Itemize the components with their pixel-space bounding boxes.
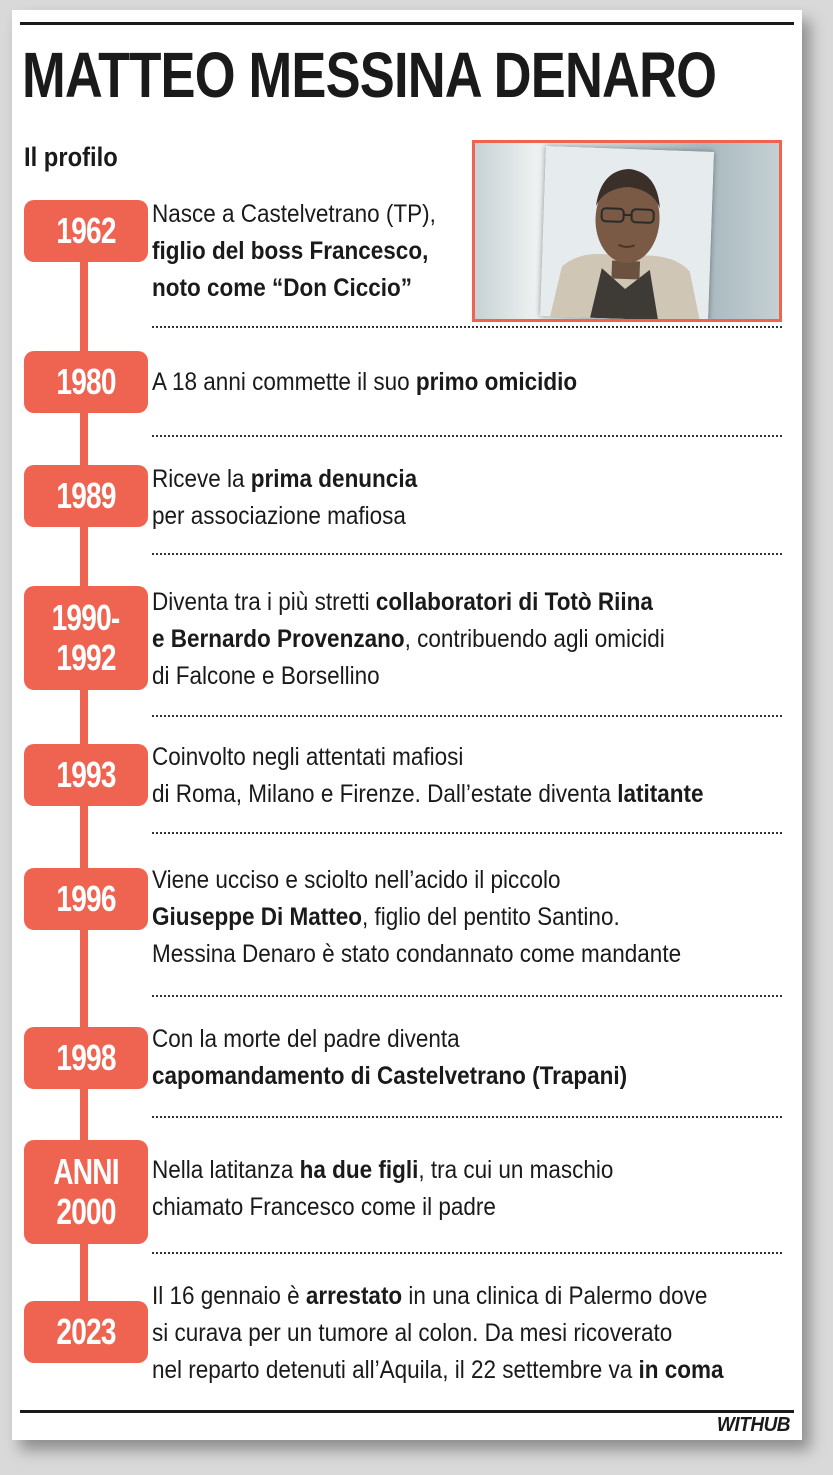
page-subtitle: Il profilo bbox=[24, 142, 118, 172]
entry-line bbox=[152, 584, 746, 621]
entry-line bbox=[152, 364, 746, 401]
year-label: 2000 bbox=[56, 1191, 116, 1232]
entry-fragment: di Falcone e Borsellino bbox=[152, 662, 380, 690]
entry-line bbox=[152, 233, 746, 270]
entry-fragment: Nasce a Castelvetrano (TP), bbox=[152, 200, 436, 228]
entry-fragment: A 18 anni commette il suo bbox=[152, 368, 416, 396]
timeline-entry-text bbox=[152, 1278, 746, 1389]
year-label: 1993 bbox=[56, 754, 116, 795]
entry-line bbox=[152, 776, 746, 813]
year-label: ANNI bbox=[53, 1151, 119, 1192]
year-badge bbox=[24, 465, 148, 527]
entry-line bbox=[152, 196, 746, 233]
entry-line bbox=[152, 1278, 746, 1315]
timeline-entry-text bbox=[152, 584, 746, 695]
bottom-rule bbox=[20, 1410, 794, 1413]
year-badge bbox=[24, 586, 148, 690]
timeline-entry-text bbox=[152, 461, 746, 535]
entry-line bbox=[152, 862, 746, 899]
entry-line bbox=[152, 270, 746, 307]
dotted-divider bbox=[152, 715, 782, 717]
year-label: 1998 bbox=[56, 1037, 116, 1078]
year-label: 1980 bbox=[56, 361, 116, 402]
withub-logo: WITHUB bbox=[716, 1414, 791, 1436]
entry-fragment: si curava per un tumore al colon. Da mesi ricoverato bbox=[152, 1319, 673, 1347]
entry-fragment: Con la morte del padre diventa bbox=[152, 1025, 460, 1053]
entry-line bbox=[152, 1152, 746, 1189]
timeline-entry-text bbox=[152, 364, 746, 401]
entry-highlight: primo omicidio bbox=[415, 368, 578, 396]
entry-highlight: collaboratori di Totò Riina bbox=[375, 588, 653, 616]
entry-line bbox=[152, 936, 746, 973]
entry-fragment: Diventa tra i più stretti bbox=[152, 588, 376, 616]
entry-fragment: nel reparto detenuti all’Aquila, il 22 settembre va bbox=[152, 1356, 639, 1384]
year-label: 1989 bbox=[56, 475, 116, 516]
dotted-divider bbox=[152, 995, 782, 997]
entry-highlight: arrestato bbox=[305, 1282, 403, 1310]
entry-line bbox=[152, 1352, 746, 1389]
entry-fragment: Nella latitanza bbox=[152, 1156, 300, 1184]
entry-highlight: in coma bbox=[638, 1356, 724, 1384]
year-badge bbox=[24, 1301, 148, 1363]
entry-line bbox=[152, 1189, 746, 1226]
entry-fragment: Il 16 gennaio è bbox=[152, 1282, 306, 1310]
year-badge bbox=[24, 868, 148, 930]
entry-line bbox=[152, 498, 746, 535]
page-title: MATTEO MESSINA DENARO bbox=[22, 39, 717, 111]
year-badge bbox=[24, 1140, 148, 1244]
year-label: 1992 bbox=[56, 637, 116, 678]
infographic-card bbox=[12, 10, 802, 1440]
entry-fragment: , contribuendo agli omicidi bbox=[404, 625, 665, 653]
year-label: 1962 bbox=[56, 210, 116, 251]
entry-fragment: Coinvolto negli attentati mafiosi bbox=[152, 743, 464, 771]
entry-highlight: ha due figli bbox=[299, 1156, 419, 1184]
year-badge bbox=[24, 351, 148, 413]
entry-line bbox=[152, 899, 746, 936]
entry-fragment: , tra cui un maschio bbox=[418, 1156, 614, 1184]
entry-fragment: in una clinica di Palermo dove bbox=[402, 1282, 708, 1310]
timeline-entry-text bbox=[152, 1021, 746, 1095]
year-badge bbox=[24, 200, 148, 262]
entry-line bbox=[152, 1315, 746, 1352]
entry-fragment: per associazione mafiosa bbox=[152, 502, 406, 530]
timeline-entry-text bbox=[152, 862, 746, 973]
entry-line bbox=[152, 621, 746, 658]
entry-fragment: chiamato Francesco come il padre bbox=[152, 1193, 496, 1221]
entry-highlight: prima denuncia bbox=[250, 465, 418, 493]
entry-line bbox=[152, 461, 746, 498]
entry-highlight: figlio del boss Francesco, bbox=[152, 237, 429, 265]
year-label: 1996 bbox=[56, 878, 116, 919]
timeline-entry-text bbox=[152, 739, 746, 813]
entry-highlight: noto come “Don Ciccio” bbox=[152, 274, 413, 302]
entry-fragment: , figlio del pentito Santino. bbox=[362, 903, 620, 931]
year-label: 1990- bbox=[52, 597, 120, 638]
year-label: 2023 bbox=[56, 1311, 116, 1352]
dotted-divider bbox=[152, 1116, 782, 1118]
entry-highlight: Giuseppe Di Matteo bbox=[152, 903, 363, 931]
entry-highlight: capomandamento di Castelvetrano (Trapani) bbox=[152, 1062, 628, 1090]
entry-line bbox=[152, 658, 746, 695]
entry-line bbox=[152, 1058, 746, 1095]
entry-fragment: Messina Denaro è stato condannato come mandante bbox=[152, 940, 682, 968]
dotted-divider bbox=[152, 553, 782, 555]
year-badge bbox=[24, 1027, 148, 1089]
entry-highlight: latitante bbox=[617, 780, 704, 808]
entry-line bbox=[152, 1021, 746, 1058]
dotted-divider bbox=[152, 832, 782, 834]
entry-fragment: di Roma, Milano e Firenze. Dall’estate diventa bbox=[152, 780, 618, 808]
entry-line bbox=[152, 739, 746, 776]
timeline-entry-text bbox=[152, 1152, 746, 1226]
dotted-divider bbox=[152, 435, 782, 437]
entry-fragment: Riceve la bbox=[152, 465, 251, 493]
timeline-entry-text bbox=[152, 196, 746, 307]
top-rule bbox=[20, 22, 794, 25]
dotted-divider bbox=[152, 1252, 782, 1254]
year-badge bbox=[24, 744, 148, 806]
entry-fragment: Viene ucciso e sciolto nell’acido il piccolo bbox=[152, 866, 561, 894]
entry-highlight: e Bernardo Provenzano bbox=[152, 625, 405, 653]
dotted-divider bbox=[152, 326, 782, 328]
